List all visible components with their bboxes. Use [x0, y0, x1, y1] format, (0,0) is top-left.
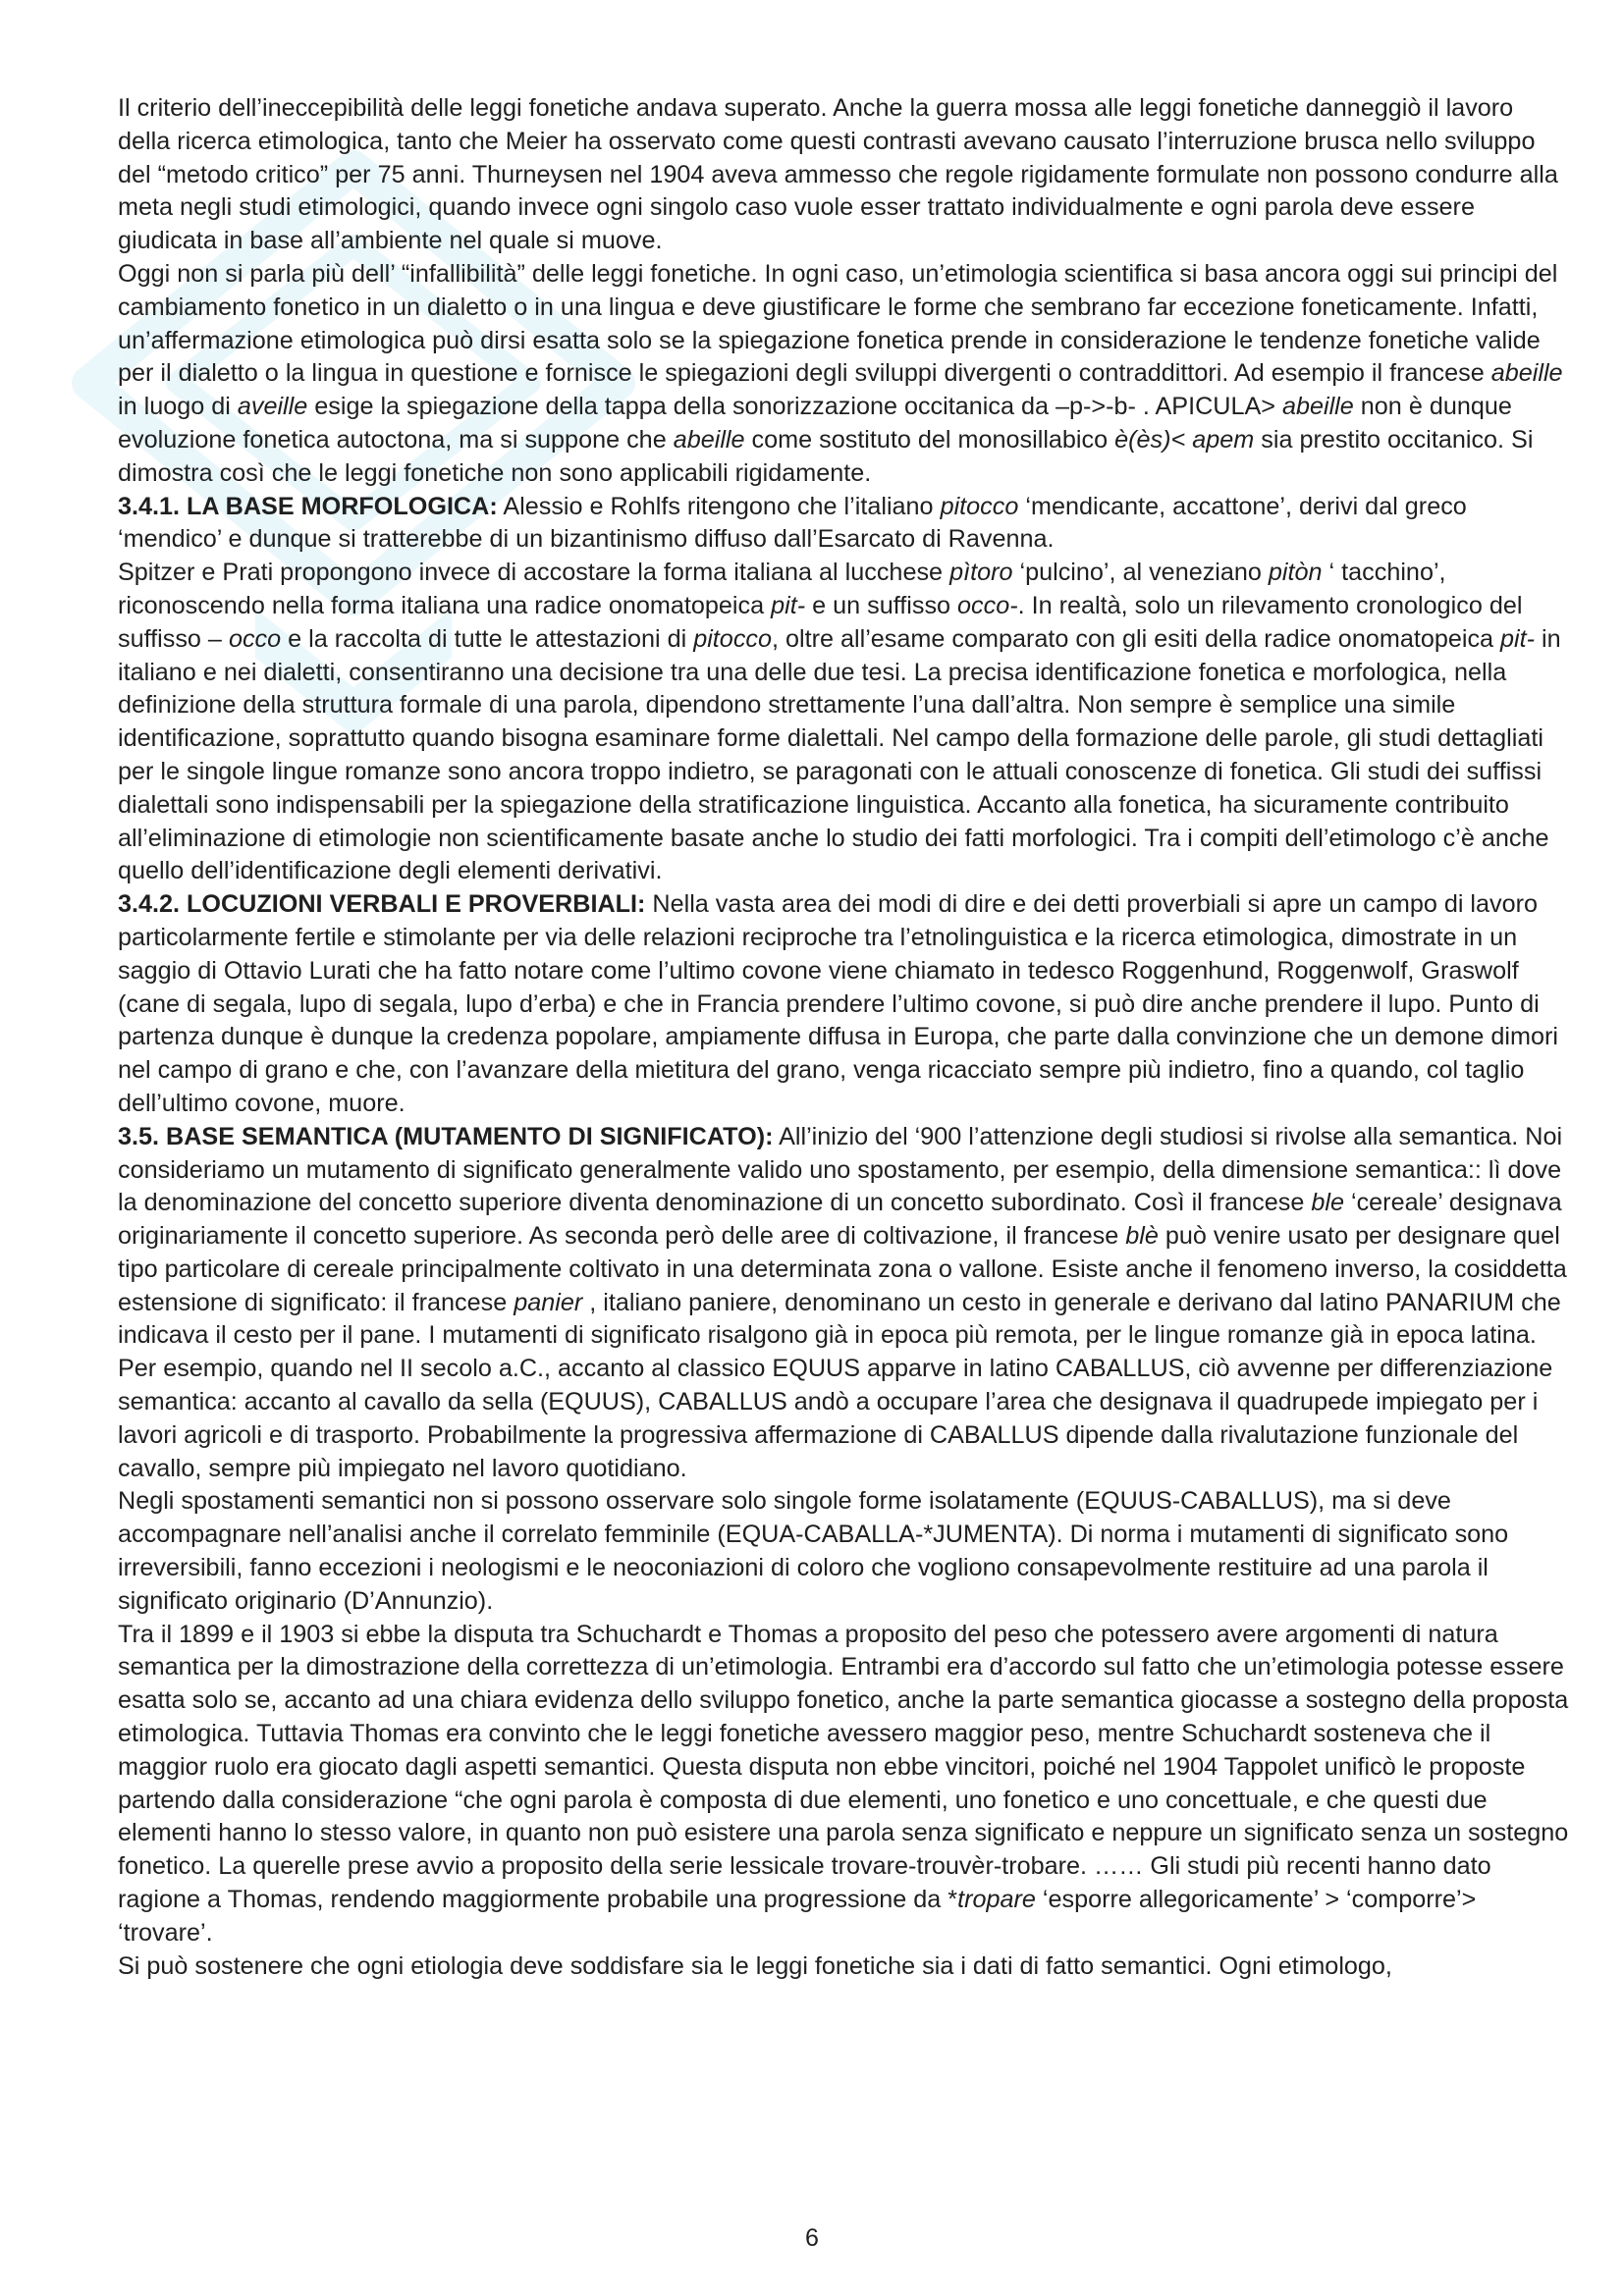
text-run: ‘ tacchino’, riconoscendo nella forma italiana una radice onomatopeica	[118, 559, 1446, 619]
text-run: Spitzer e Prati propongono invece di accostare la forma italiana al lucchese	[118, 559, 950, 587]
paragraph	[118, 1950, 1569, 1984]
italic-term: aveille	[237, 393, 308, 421]
text-run: All’inizio del ‘900 l’attenzione degli studiosi si rivolse alla semantica. Noi consideriamo un mutamento di significato generalmente valido uno spostamento, per esempio, della dimensione semantica:: lì dove la denominazione del concetto superiore diventa denominazione di un concetto subordinato. Così il francese	[118, 1122, 1563, 1217]
paragraph	[118, 1485, 1569, 1618]
italic-term: occo-	[957, 591, 1018, 619]
document-body	[118, 92, 1569, 1983]
paragraph	[118, 557, 1569, 888]
section-heading: 3.5. BASE SEMANTICA (MUTAMENTO DI SIGNIFICATO):	[118, 1122, 774, 1150]
text-run: ‘pulcino’, al veneziano	[1012, 559, 1269, 587]
paragraph	[118, 258, 1569, 491]
text-run: , oltre all’esame comparato con gli esiti della radice onomatopeica	[772, 624, 1501, 653]
text-run: in italiano e nei dialetti, consentiranno una decisione tra una delle due tesi. La precisa identificazione fonetica e morfologica, nella definizione della struttura formale di una parola, dipendono strettamente l’una dall’altra. Non sempre è semplice una simile identificazione, soprattutto quando bisogna esaminare forme dialettali. Nel campo della formazione delle parole, gli studi dettagliati per le singole lingue romanze sono ancora troppo indietro, se paragonati con le attuali conoscenze di fonetica. Gli studi dei suffissi dialettali sono indispensabili per la spiegazione della stratificazione linguistica. Accanto alla fonetica, ha sicuramente contribuito all’eliminazione di etimologie non scientificamente basate anche lo studio dei fatti morfologici. Tra i compiti dell’etimologo c’è anche quello dell’identificazione degli elementi derivativi.	[118, 624, 1561, 885]
italic-term: abeille	[673, 425, 745, 454]
text-run: Alessio e Rohlfs ritengono che l’italiano	[497, 492, 941, 520]
text-run: Oggi non si parla più dell’ “infallibilità” delle leggi fonetiche. In ogni caso, un’etimologia scientifica si basa ancora oggi sui principi del cambiamento fonetico in un dialetto o in una lingua e deve giustificare le forme che sembrano far eccezione foneticamente. Infatti, un’affermazione etimologica può dirsi esatta solo se la spiegazione fonetica prende in considerazione le tendenze fonetiche valide per il dialetto o la lingua in questione e fornisce le spiegazioni degli sviluppi divergenti o contraddittori. Ad esempio il francese	[118, 259, 1558, 388]
text-run: Si può sostenere che ogni etiologia deve soddisfare sia le leggi fonetiche sia i dati di fatto semantici. Ogni etimologo,	[118, 1951, 1392, 1980]
text-run: sia prestito occitanico. Si dimostra così che le leggi fonetiche non sono applicabili rigidamente.	[118, 425, 1534, 487]
text-run: Negli spostamenti semantici non si possono osservare solo singole forme isolatamente (EQUUS-CABALLUS), ma si deve accompagnare nell’analisi anche il correlato femminile (EQUA-CABALLA-*JUMENTA). Di norma i mutamenti di significato sono irreversibili, fanno eccezioni i neologismi e le neoconiazioni di coloro che vogliono consapevolmente restituire ad una parola il significato originario (D’Annunzio).	[118, 1487, 1509, 1615]
italic-term: pìtoro	[949, 559, 1013, 587]
text-run: Il criterio dell’ineccepibilità delle leggi fonetiche andava superato. Anche la guerra mossa alle leggi fonetiche danneggiò il lavoro della ricerca etimologica, tanto che Meier ha osservato come questi contrasti avevano causato l’interruzione brusca nello sviluppo del “metodo critico” per 75 anni. Thurneysen nel 1904 aveva ammesso che regole rigidamente formulate non possono condurre alla meta negli studi etimologici, quando invece ogni singolo caso vuole esser trattato individualmente e ogni parola deve essere giudicata in base all’ambiente nel quale si muove.	[118, 94, 1558, 255]
text-run: ‘cereale’ designava originariamente il concetto superiore. As seconda però delle aree di coltivazione, il francese	[118, 1189, 1562, 1251]
italic-term: occo	[228, 624, 282, 653]
paragraph	[118, 491, 1569, 558]
italic-term: è(ès)< apem	[1114, 425, 1255, 454]
italic-term: abeille	[1281, 393, 1354, 421]
text-run: esige la spiegazione della tappa della sonorizzazione occitanica da –p->-b- . APICULA>	[307, 393, 1282, 421]
italic-term: panier	[514, 1288, 583, 1316]
text-run: come sostituto del monosillabico	[744, 425, 1115, 454]
text-run: . In realtà, solo un rilevamento cronologico del suffisso –	[118, 591, 1523, 653]
text-run: Tra il 1899 e il 1903 si ebbe la disputa tra Schuchardt e Thomas a proposito del peso che potessero avere argomenti di natura semantica per la dimostrazione della correttezza di un’etimologia. Entrambi era d’accordo sul fatto che un’etimologia potesse essere esatta solo se, accanto ad una chiara evidenza dello sviluppo fonetico, anche la parte semantica giocasse a sostegno della proposta etimologica. Tuttavia Thomas era convinto che le leggi fonetiche avessero maggior peso, mentre Schuchardt sosteneva che il maggior ruolo era giocato dagli aspetti semantici. Questa disputa non ebbe vincitori, poiché nel 1904 Tappolet unificò le proposte partendo dalla considerazione “che ogni parola è composta di due elementi, uno fonetico e uno concettuale, e che questi due elementi hanno lo stesso valore, in quanto non può esistere una parola senza significato e neppure un significato senza un sostegno fonetico. La querelle prese avvio a proposito della serie lessicale trovare-trouvèr-trobare. …… Gli studi più recenti hanno dato ragione a Thomas, rendendo maggiormente probabile una progressione da *	[118, 1620, 1569, 1914]
text-run: e un suffisso	[805, 591, 958, 619]
text-run: , italiano paniere, denominano un cesto in generale e derivano dal latino PANARIUM che indicava il cesto per il pane. I mutamenti di significato risalgono già in epoca più remota, per le lingue romanze già in epoca latina. Per esempio, quando nel II secolo a.C., accanto al classico EQUUS apparve in latino CABALLUS, ciò avvenne per differenziazione semantica: accanto al cavallo da sella (EQUUS), CABALLUS andò a occupare l’area che designava il quadrupede impiegato per i lavori agricoli e di trasporto. Probabilmente la progressiva affermazione di CABALLUS dipende dalla rivalutazione funzionale del cavallo, sempre più impiegato nel lavoro quotidiano.	[118, 1288, 1561, 1482]
text-run: Nella vasta area dei modi di dire e dei detti proverbiali si apre un campo di lavoro particolarmente fertile e stimolante per via delle relazioni reciproche tra l’etnolinguistica e la ricerca etimologica, dimostrate in un saggio di Ottavio Lurati che ha fatto notare come l’ultimo covone viene chiamato in tedesco Roggenhund, Roggenwolf, Graswolf (cane di segala, lupo di segala, lupo d’erba) e che in Francia prendere l’ultimo covone, si può dire anche prendere il lupo. Punto di partenza dunque è dunque la credenza popolare, ampiamente diffusa in Europa, che parte dalla convinzione che un demone dimori nel campo di grano e che, con l’avanzare della mietitura del grano, venga ricacciato sempre più indietro, fino a quando, col taglio dell’ultimo covone, muore.	[118, 890, 1558, 1117]
text-run: e la raccolta di tutte le attestazioni di	[281, 624, 694, 653]
italic-term: pitocco	[693, 624, 773, 653]
italic-term: blè	[1125, 1222, 1159, 1251]
italic-term: tropare	[957, 1886, 1036, 1914]
section-heading: 3.4.1. LA BASE MORFOLOGICA:	[118, 492, 498, 520]
italic-term: abeille	[1490, 359, 1563, 388]
section-heading: 3.4.2. LOCUZIONI VERBALI E PROVERBIALI:	[118, 890, 646, 919]
italic-term: pitocco	[940, 492, 1019, 520]
text-run: può venire usato per designare quel tipo particolare di cereale principalmente coltivato in una determinata zona o vallone. Esiste anche il fenomeno inverso, la cosiddetta estensione di significato: il francese	[118, 1222, 1567, 1316]
italic-term: pit-	[1500, 624, 1536, 653]
text-run: in luogo di	[118, 393, 238, 421]
italic-term: pit-	[771, 591, 806, 619]
paragraph	[118, 1619, 1569, 1950]
paragraph	[118, 92, 1569, 258]
paragraph	[118, 888, 1569, 1121]
paragraph	[118, 1121, 1569, 1486]
text-run: ‘esporre allegoricamente’ > ‘comporre’> ‘trovare’.	[118, 1886, 1477, 1947]
page-number: 6	[805, 2224, 819, 2252]
text-run: non è dunque evoluzione fonetica autoctona, ma si suppone che	[118, 393, 1512, 454]
italic-term: ble	[1311, 1189, 1344, 1217]
text-run: ‘mendicante, accattone’, derivi dal greco ‘mendico’ e dunque si tratterebbe di un bizantinismo diffuso dall’Esarcato di Ravenna.	[118, 492, 1467, 554]
italic-term: pitòn	[1268, 559, 1323, 587]
